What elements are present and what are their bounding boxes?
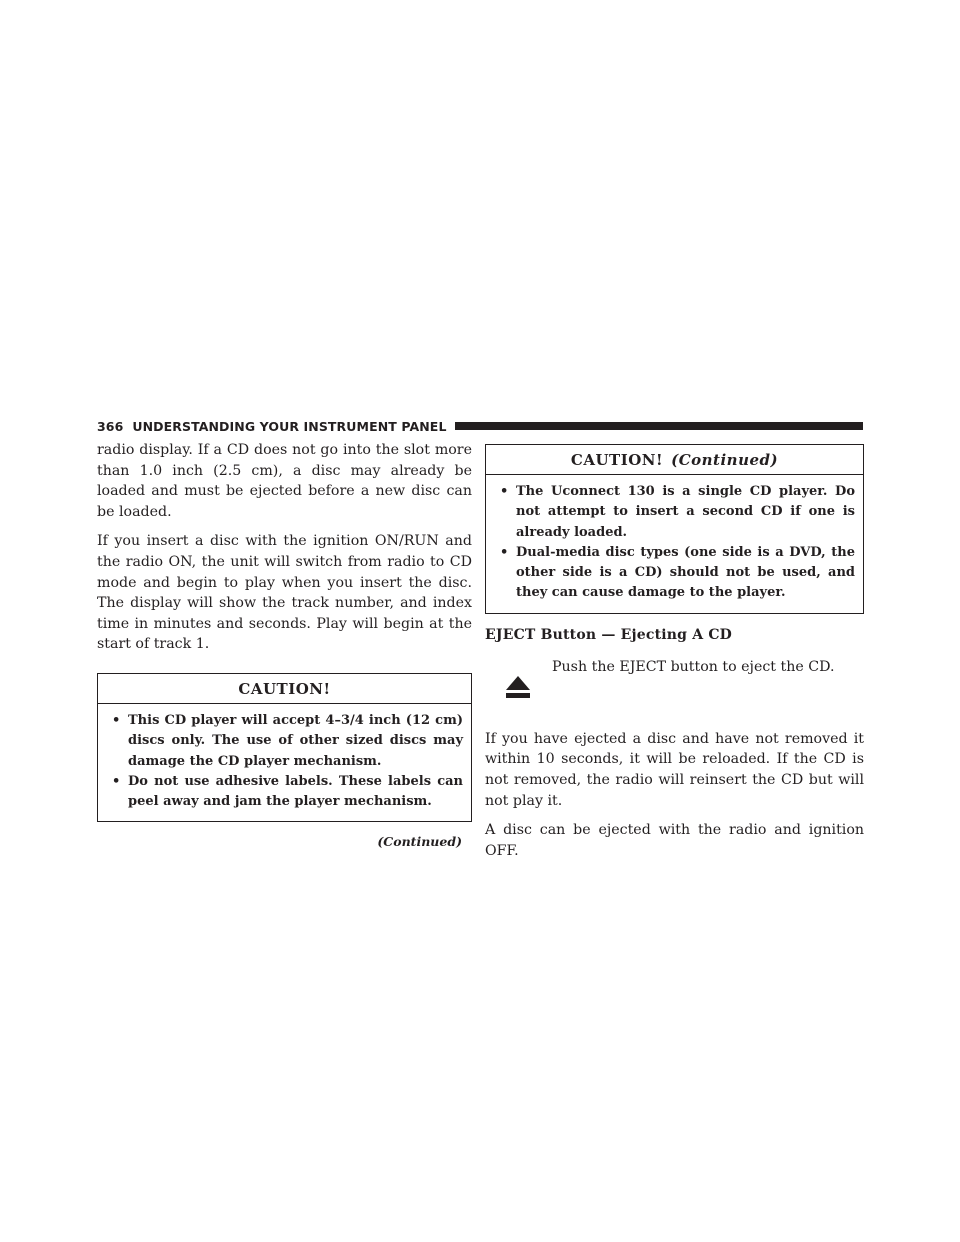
section-title: UNDERSTANDING YOUR INSTRUMENT PANEL bbox=[132, 418, 447, 434]
eject-instruction-row bbox=[485, 649, 864, 719]
eject-instruction: Push the EJECT button to eject the CD. bbox=[552, 658, 835, 675]
bullet-icon: • bbox=[500, 544, 509, 560]
caution-title: CAUTION! (Continued) bbox=[486, 445, 863, 475]
caution-list bbox=[486, 475, 863, 613]
header-rule bbox=[455, 422, 863, 430]
caution-continued-label: (Continued) bbox=[671, 451, 779, 469]
left-column bbox=[97, 440, 472, 849]
caution-box-continued bbox=[485, 444, 864, 614]
bullet-icon: • bbox=[112, 773, 121, 789]
paragraph-eject-off: A disc can be ejected with the radio and ignition OFF. bbox=[485, 822, 864, 859]
section-subheading: EJECT Button — Ejecting A CD bbox=[485, 626, 733, 643]
caution-item: • Do not use adhesive labels. These labels can peel away and jam the player mechanism. bbox=[112, 773, 463, 810]
right-column bbox=[485, 444, 864, 861]
caution-list bbox=[98, 704, 471, 821]
page-number: 366 bbox=[97, 418, 124, 434]
caution-box bbox=[97, 673, 472, 822]
paragraph-ignition: If you insert a disc with the ignition ON/RUN and the radio ON, the unit will switch from radio to CD mode and begin to play when you insert the disc. The display will show the track number, and index time in minutes and seconds. Play will begin at the start of track 1. bbox=[97, 533, 472, 653]
caution-item: • The Uconnect 130 is a single CD player. Do not attempt to insert a second CD if one is already loaded. bbox=[500, 484, 855, 540]
bullet-icon: • bbox=[112, 712, 121, 728]
page-header bbox=[97, 417, 863, 435]
paragraph-loading: radio display. If a CD does not go into the slot more than 1.0 inch (2.5 cm), a disc may already be loaded and must be ejected before a new disc can be loaded. bbox=[97, 442, 472, 520]
header-label bbox=[97, 419, 447, 434]
caution-item: • Dual-media disc types (one side is a DVD, the other side is a CD) should not be used, and they can cause damage to the player. bbox=[500, 544, 855, 601]
continued-label: (Continued) bbox=[377, 834, 462, 850]
bullet-icon: • bbox=[500, 484, 509, 499]
eject-icon bbox=[505, 675, 531, 699]
caution-title: CAUTION! bbox=[98, 674, 471, 704]
paragraph-reload: If you have ejected a disc and have not removed it within 10 seconds, it will be reloaded. If the CD is not removed, the radio will reinsert the CD but will not play it. bbox=[485, 730, 864, 809]
caution-item: • This CD player will accept 4–3/4 inch (12 cm) discs only. The use of other sized discs may damage the CD player mechanism. bbox=[112, 712, 463, 769]
